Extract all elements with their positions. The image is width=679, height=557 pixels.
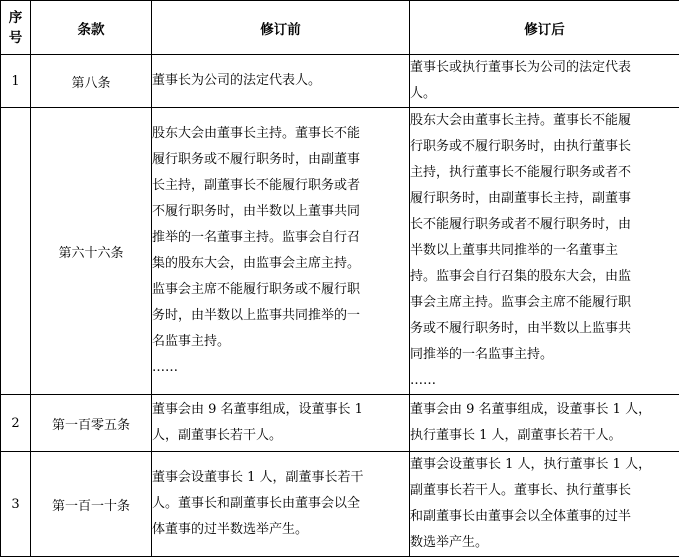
header-row (1, 1, 679, 55)
clause-name: 第八条 (31, 55, 152, 108)
before-text: 董事会设董事长 1 人，副董事长若干 人。董事长和副董事长由董事会以全 体董事的过半数选举产生。 (152, 452, 410, 557)
row-number: 2 (1, 395, 31, 452)
after-text: 董事会设董事长 1 人，执行董事长 1 人， 副董事长若干人。董事长、执行董事长 和副董事长由董事会以全体董事的过半 数选举产生。 (410, 452, 679, 557)
table-row (1, 108, 679, 395)
before-text: 股东大会由董事长主持。董事长不能 履行职务或不履行职务时，由副董事 长主持，副董事长不能履行职务或者 不履行职务时，由半数以上董事共同 推举的一名董事主持。监事会自行召 集的股东大会，由监事会主席主持。 监事会主席不能履行职务或不履行职 务时，由半数以上监事共同推举的一 名监事主持。 …… (152, 108, 410, 395)
row-number (1, 108, 31, 395)
table-row (1, 395, 679, 452)
header-after-revision: 修订后 (410, 1, 679, 55)
clause-name: 第一百零五条 (31, 395, 152, 452)
after-text: 董事会由 9 名董事组成，设董事长 1 人， 执行董事长 1 人，副董事长若干人。 (410, 395, 679, 452)
header-serial-number: 序 号 (1, 1, 31, 55)
clause-name: 第一百一十条 (31, 452, 152, 557)
after-text: 股东大会由董事长主持。董事长不能履 行职务或不履行职务时，由执行董事长 主持，执行董事长不能履行职务或者不 履行职务时，由副董事长主持，副董事 长不能履行职务或者不履行职务时，由 半数以上董事共同推举的一名董事主 持。监事会自行召集的股东大会，由监 事会主席主持。监事会主席不能履行职 务或不履行职务时，由半数以上监事共 同推举的一名监事主持。 …… (410, 108, 679, 395)
after-text: 董事长或执行董事长为公司的法定代表 人。 (410, 55, 679, 108)
header-before-revision: 修订前 (152, 1, 410, 55)
header-clause: 条款 (31, 1, 152, 55)
row-number: 1 (1, 55, 31, 108)
row-number: 3 (1, 452, 31, 557)
before-text: 董事长为公司的法定代表人。 (152, 55, 410, 108)
table-row (1, 452, 679, 557)
table-row (1, 55, 679, 108)
clause-name: 第六十六条 (31, 108, 152, 395)
before-text: 董事会由 9 名董事组成，设董事长 1 人，副董事长若干人。 (152, 395, 410, 452)
